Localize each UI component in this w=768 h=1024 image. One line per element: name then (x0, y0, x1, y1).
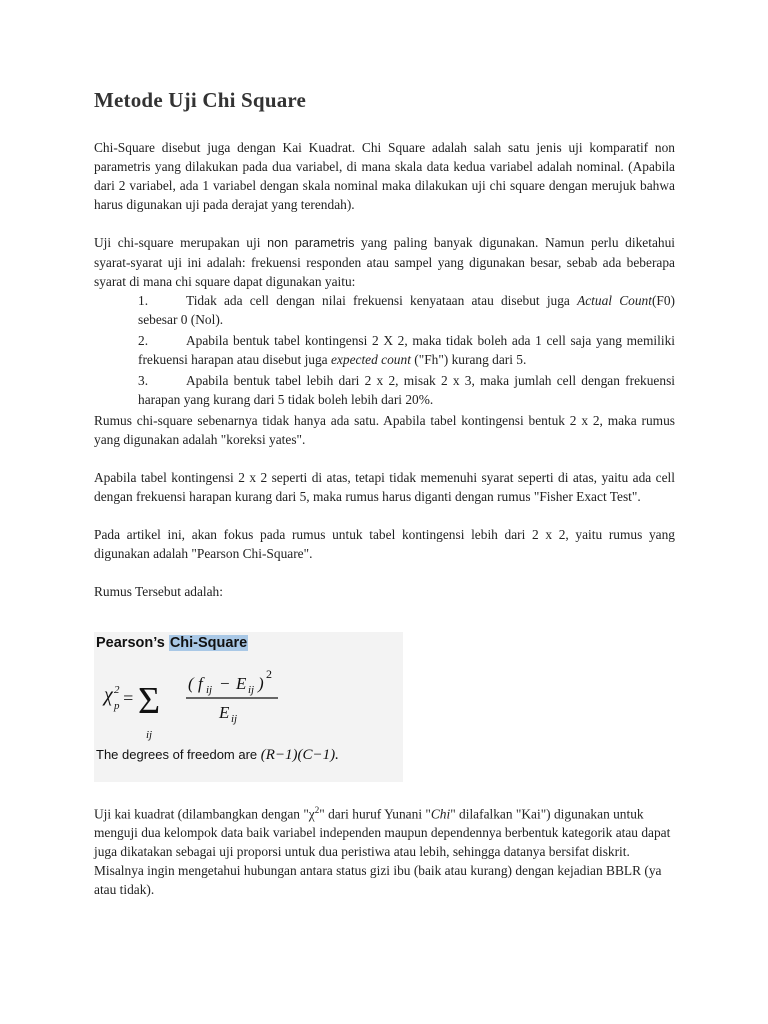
list-text: (F0) sebesar 0 (Nol). (138, 293, 675, 327)
degrees-of-freedom (96, 747, 339, 764)
term-non-parametris: non parametris (267, 236, 355, 250)
list-number: 3. (138, 373, 149, 388)
document-body-lower (94, 801, 675, 899)
svg-text:Σ: Σ (138, 680, 161, 722)
svg-text:−: − (220, 674, 230, 693)
svg-text:ij: ij (206, 684, 213, 696)
list-number: 1. (138, 293, 149, 308)
paragraph-text: Uji kai kuadrat (dilambangkan dengan "χ (94, 806, 315, 822)
list-text: Tidak ada cell dengan nilai frekuensi kenyataan atau disebut juga (186, 293, 578, 308)
svg-text:f: f (198, 674, 203, 693)
paragraph-yates: Rumus chi-square sebenarnya tidak hanya ada satu. Apabila tabel kontingensi bentuk 2 x 2, maka rumus yang digunakan adalah "koreksi yates". (94, 413, 675, 447)
svg-text:E: E (236, 674, 247, 693)
svg-text:2: 2 (266, 667, 272, 681)
list-item (94, 371, 675, 409)
svg-text:χ: χ (104, 684, 113, 706)
list-text: Apabila bentuk tabel lebih dari 2 x 2, misak 2 x 3, maka jumlah cell dengan frekuensi harapan yang kurang dari 5 tidak boleh lebih dari 20%. (138, 373, 675, 407)
svg-text:ij: ij (231, 713, 238, 725)
paragraph-kai-kuadrat (94, 801, 675, 899)
svg-text:E: E (219, 703, 230, 722)
formula-title-highlight: Chi-Square (169, 635, 248, 651)
formula-title-text: Pearson’s (96, 635, 169, 651)
svg-text:): ) (258, 674, 264, 693)
svg-text:(: ( (188, 674, 194, 693)
page-title: Metode Uji Chi Square (94, 88, 307, 112)
svg-text:ij: ij (146, 729, 153, 741)
svg-text:2: 2 (114, 684, 120, 696)
paragraph-formula-intro: Rumus Tersebut adalah: (94, 584, 223, 599)
dof-math: (R−1)(C−1). (260, 747, 339, 763)
dof-label: The degrees of freedom are (96, 747, 258, 762)
paragraph-fisher: Apabila tabel kontingensi 2 x 2 seperti di atas, tetapi tidak memenuhi syarat seperti di atas, yaitu ada cell dengan frekuensi harapan kurang dari 5, maka rumus harus diganti dengan rumus "Fisher Exact Test". (94, 470, 675, 504)
paragraph-intro: Chi-Square disebut juga dengan Kai Kuadrat. Chi Square adalah salah satu jenis uji komparatif non parametris yang dilakukan pada dua variabel, di mana skala data kedua variabel adalah nominal. (Apabila dari 2 variabel, ada 1 variabel dengan skala nominal maka dilakukan uji chi square dengan merujuk bahwa harus digunakan uji pada derajat yang terendah). (94, 140, 675, 212)
paragraph-requirements (94, 233, 675, 291)
formula-image (94, 632, 403, 782)
list-number: 2. (138, 333, 149, 348)
list-item (94, 331, 675, 369)
paragraph-pearson: Pada artikel ini, akan fokus pada rumus untuk tabel kontingensi lebih dari 2 x 2, yaitu rumus yang digunakan adalah "Pearson Chi-Square". (94, 527, 675, 561)
list-term: expected count (330, 352, 411, 367)
svg-text:p: p (114, 700, 120, 712)
term-chi: Chi (430, 806, 451, 822)
list-text: ("Fh") kurang dari 5. (410, 352, 527, 367)
paragraph-text: " dari huruf Yunani " (319, 806, 431, 822)
list-text: Apabila bentuk tabel kontingensi 2 X 2, maka tidak boleh ada 1 cell saja yang memiliki frekuensi harapan atau disebut juga (138, 333, 675, 367)
superscript: 2 (314, 805, 320, 815)
formula-title (96, 635, 248, 651)
paragraph-text: " dilafalkan "Kai") digunakan untuk menguji dua kelompok data baik variabel independen maupun dependennya berbentuk kategorik atau dapat juga dikatakan sebagai uji proporsi untuk dua peristiwa atau lebih, sehingga datanya bersifat diskrit. Misalnya ingin mengetahui hubungan antara status gizi ibu (baik atau kurang) dengan kejadian BBLR (ya atau tidak). (94, 806, 671, 898)
paragraph-text: Uji chi-square merupakan uji (94, 235, 268, 250)
svg-text:ij: ij (248, 684, 255, 696)
list-item (94, 291, 675, 329)
requirements-list (94, 291, 675, 409)
paragraph-text: yang paling banyak digunakan. Namun perlu diketahui syarat-syarat uji ini adalah: frekuensi responden atau sampel yang digunakan besar, sebab ada beberapa syarat di mana chi square dapat digunakan yaitu: (94, 235, 676, 289)
svg-text:=: = (122, 688, 135, 708)
list-term: Actual Count (577, 293, 652, 308)
document-body (94, 88, 675, 601)
